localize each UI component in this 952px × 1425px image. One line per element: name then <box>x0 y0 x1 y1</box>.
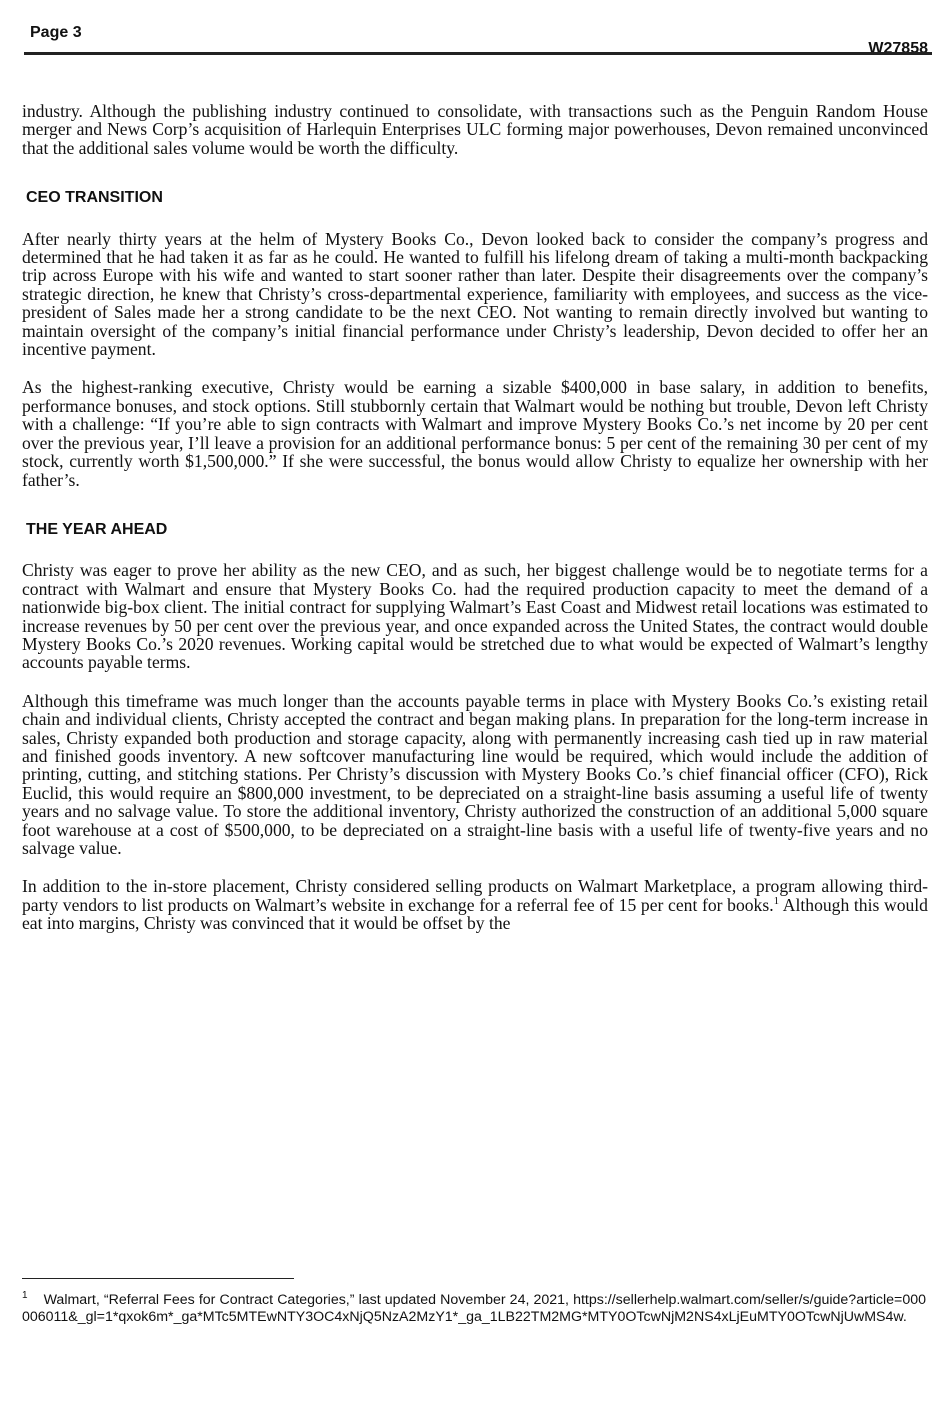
case-number: W27858 <box>868 40 928 57</box>
footnote <box>22 1292 926 1326</box>
document-body <box>22 102 928 953</box>
paragraph-intro: industry. Although the publishing industry continued to consolidate, with transactions such as the Penguin Random House merger and News Corp’s acquisition of Harlequin Enterprises ULC forming major powerhouses, Devon remained unconvinced that the additional sales volume would be worth the difficulty. <box>22 101 928 158</box>
page-label: Page 3 <box>30 24 82 41</box>
paragraph: Although this timeframe was much longer than the accounts payable terms in place with Mystery Books Co.’s existing retail chain and individual clients, Christy accepted the contract and began making plans. In preparation for the long-term increase in sales, Christy expanded both production and storage capacity, along with permanently increasing cash tied up in raw material and finished goods inventory. A new softcover manufacturing line would be required, which would include the addition of printing, cutting, and stitching stations. Per Christy’s discussion with Mystery Books Co.’s chief financial officer (CFO), Rick Euclid, this would require an $800,000 investment, to be depreciated on a straight-line basis assuming a useful life of twenty years and no salvage value. To store the additional inventory, Christy authorized the construction of an additional 5,000 square foot warehouse at a cost of $500,000, to be depreciated on a straight-line basis with a useful life of twenty-five years and no salvage value. <box>22 690 928 858</box>
paragraph: After nearly thirty years at the helm of Mystery Books Co., Devon looked back to consider the company’s progress and determined that he had taken it as far as he could. He wanted to fulfill his lifelong dream of taking a multi-month backpacking trip across Europe with his wife and wanted to start sooner rather than later. Despite their disagreements over the company’s strategic direction, he knew that Christy’s cross-departmental experience, familiarity with employees, and success as the vice-president of Sales made her a strong candidate to be the next CEO. Not wanting to remain directly involved but wanting to maintain oversight of the company’s initial financial performance under Christy’s leadership, Devon decided to offer her an incentive payment. <box>22 228 928 360</box>
paragraph: Christy was eager to prove her ability as the new CEO, and as such, her biggest challenge would be to negotiate terms for a contract with Walmart and ensure that Mystery Books Co. had the required production capacity to meet the demand of a nationwide big-box client. The initial contract for supplying Walmart’s East Coast and Midwest retail locations was estimated to increase revenues by 50 per cent over the previous year, and once expanded across the United States, the contract would double Mystery Books Co.’s 2020 revenues. Working capital would be stretched due to what would be expected of Walmart’s lengthy accounts payable terms. <box>22 560 928 673</box>
section-heading-year-ahead: THE YEAR AHEAD <box>26 520 168 538</box>
footnote-number: 1 <box>22 1290 28 1302</box>
header-rule <box>24 52 932 55</box>
footnote-reference[interactable]: 1 <box>773 894 780 907</box>
paragraph-text: In addition to the in-store placement, Christy considered selling products on Walmart Marketplace, a program allowing third-party vendors to list products on Walmart’s website in exchange for a referral fee of 15 per cent for books. <box>22 876 928 915</box>
section-heading-ceo-transition: CEO TRANSITION <box>26 189 163 207</box>
paragraph: As the highest-ranking executive, Christy would be earning a sizable $400,000 in base salary, in addition to benefits, performance bonuses, and stock options. Still stubbornly certain that Walmart would be nothing but trouble, Devon left Christy with a challenge: “If you’re able to sign contracts with Walmart and improve Mystery Books Co.’s net income by 20 per cent over the previous year, I’ll leave a provision for an additional performance bonus: 5 per cent of the remaining 30 per cent of my stock, currently worth $1,500,000.” If she were successful, the bonus would allow Christy to equalize her ownership with her father’s. <box>22 377 928 490</box>
paragraph-marketplace <box>22 877 928 932</box>
paragraph-text: Although this would eat into margins, Christy was convinced that it would be offset by the <box>22 894 928 934</box>
footnote-text: Walmart, “Referral Fees for Contract Categories,” last updated November 24, 2021, https://sellerhelp.walmart.com/seller/s/guide?article=000006011&_gl=1*qxok6m*_ga*MTc5MTEwNTY3OC4xNjQ5NzA2MzY1*_ga_1LB22TM2MG*MTY0OTcwNjM2NS4xLjEuMTY0OTcwNjUwMS4w. <box>22 1292 926 1325</box>
footnote-rule <box>22 1278 294 1279</box>
